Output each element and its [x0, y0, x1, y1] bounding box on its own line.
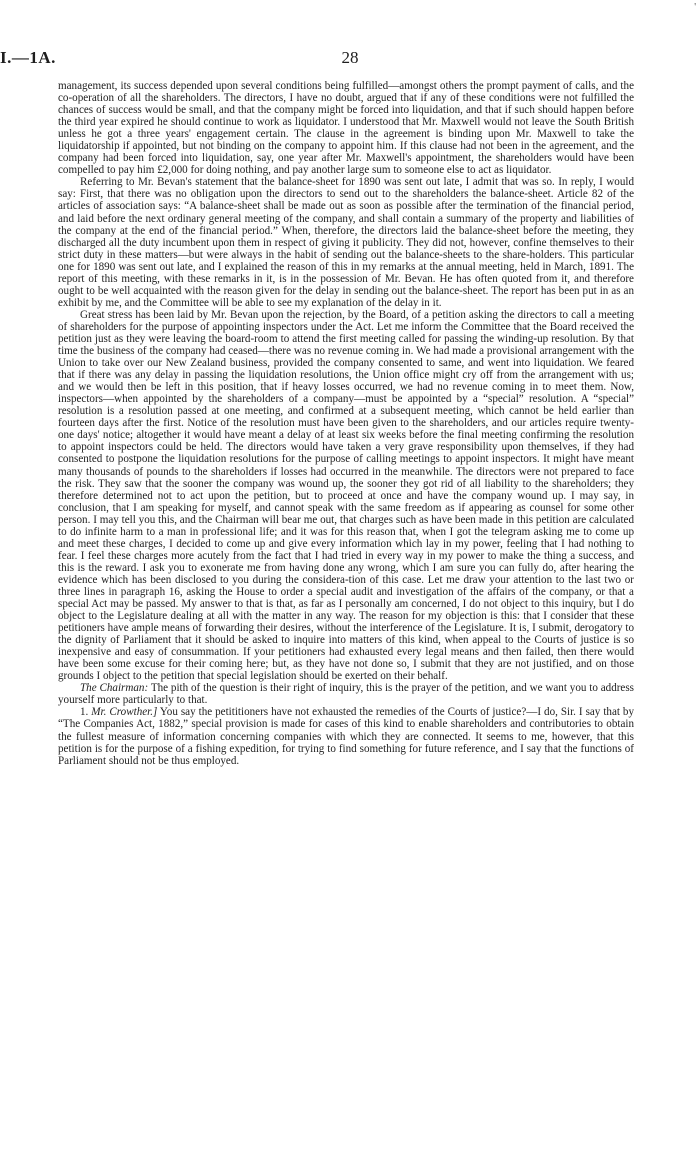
question-number: 1.	[80, 706, 89, 719]
corner-mark: '	[694, 2, 696, 13]
document-body	[58, 80, 634, 767]
paragraph-question-1	[58, 706, 634, 766]
paragraph-petition-rejection: Great stress has been laid by Mr. Bevan upon the rejection, by the Board, of a petition asking the directors to call a meeting of shareholders for the purpose of appointing inspectors under the Act. Let me inform the Committee that the Board received the petition just as they were leaving the board-room to attend the first meeting called for passing the winding-up resolution. By that time the business of the company had ceased—there was no revenue coming in. We had made a provisional arrangement with the Union to take over our New Zealand business, provided the company consented to same, and went into liquidation. We feared that if there was any delay in passing the liquidation resolutions, the Union office might cry off from the arrangement with us; and we would then be left in this position, that if heavy losses occurred, we had no revenue coming in to meet them. Now, inspectors—when appointed by the shareholders of a company—must be appointed by a “special” resolution. A “special” resolution is a resolution passed at one meeting, and confirmed at a subsequent meeting, which cannot be held earlier than fourteen days after the first. Notice of the resolution must have been given to the shareholders, and our articles require twenty-one days' notice; altogether it would have meant a delay of at least six weeks before the final meeting confirming the resolution to appoint inspectors could be held. The directors would have taken a very grave responsibility upon themselves, if they had consented to postpone the liquidation resolutions for the purpose of calling meetings to appoint inspectors. It might have meant many thousands of pounds to the shareholders if losses had occurred in the meanwhile. The directors were not prepared to face the risk. They saw that the sooner the company was wound up, the sooner they got rid of all liability to the shareholders; they therefore determined not to act upon the petition, but to proceed at once and have the company wound up. I may say, in conclusion, that I am speaking for myself, and cannot speak with the same freedom as if appearing as counsel for some other person. I may tell you this, and the Chairman will bear me out, that charges such as have been made in this petition are calculated to do infinite harm to a man in professional life; and it was for this reason that, when I got the telegram asking me to come up and meet these charges, I decided to come up and give every information which lay in my power, feeling that I had nothing to fear. I feel these charges more acutely from the fact that I had tried in every way in my power to make the thing a success, and this is the reward. I ask you to exonerate me from having done any wrong, which I am sure you can fully do, after hearing the evidence which has been disclosed to you during the considera-tion of this case. Let me draw your attention to the last two or three lines in paragraph 16, asking the House to order a special audit and investigation of the affairs of the company, or that a special Act may be passed. My answer to that is that, as far as I personally am concerned, I do not object to this inquiry, but I do object to the Legislature dealing at all with the matter in any way. The reason for my objection is this: that I consider that these petitioners have ample means of forwarding their desires, without the interference of the Legislature. It is, I submit, derogatory to the dignity of Parliament that it should be asked to inquire into matters of this kind, when appeal to the Courts of justice is so inexpensive and easy of consummation. If your petitioners had exhausted every legal means and then failed, then there would have been some excuse for their coming here; but, as they have not done so, I submit that they are not justified, and on those grounds I object to the petition that special legislation should be exerted on their behalf.	[58, 308, 634, 683]
chairman-remark: The pith of the question is their right of inquiry, this is the prayer of the petition, and we want you to address yourself more particularly to that.	[58, 682, 634, 707]
paragraph-chairman	[58, 682, 634, 706]
page-number: 28	[341, 48, 359, 67]
question-answer: You say the petititioners have not exhausted the remedies of the Courts of justice?—I do, Sir. I say that by “The Companies Act, 1882,” special provision is made for cases of this kind to enable shareholders and contributories to obtain the fullest measure of information concerning companies with which they are connected. It seems to me, however, that this petition is for the purpose of a fishing expedition, for trying to find something for future reference, and I say that the functions of Parliament should not be thus employed.	[58, 706, 635, 767]
speaker-chairman: The Chairman:	[80, 682, 149, 695]
paragraph-balance-sheet: Referring to Mr. Bevan's statement that the balance-sheet for 1890 was sent out late, I admit that was so. In reply, I would say: First, that there was no obligation upon the directors to send out to the shareholders the balance-sheet. Article 82 of the articles of association says: “A balance-sheet shall be made out as soon as possible after the termination of the financial period, and laid before the next ordinary general meeting of the company, and shall contain a summary of the property and liabilities of the company at the end of the financial period.” When, therefore, the directors laid the balance-sheet before the meeting, they discharged all the duty incumbent upon them in respect of giving it publicity. They did not, however, confine themselves to their strict duty in these matters—but were always in the habit of sending out the balance-sheets to the share-holders. This particular one for 1890 was sent out late, and I explained the reason of this in my remarks at the annual meeting, held in March, 1891. The report of this meeting, with these remarks in it, is in the possession of Mr. Bevan. He has often quoted from it, and therefore ought to be well acquainted with the reason given for the delay in sending out the balance-sheet. The report has been put in as an exhibit by me, and the Committee will be able to see my explanation of the delay in it.	[58, 176, 634, 309]
document-reference: I.—1A.	[0, 48, 56, 67]
speaker-crowther: Mr. Crowther.]	[91, 706, 158, 719]
paragraph-continuation: management, its success depended upon several conditions being fulfilled—amongst others the prompt payment of calls, and the co-operation of all the shareholders. The directors, I have no doubt, argued that if any of these conditions were not fulfilled the chances of success would be small, and that the company might be forced into liquidation, and that if such should happen before the third year expired he should continue to work as liquidator. I understood that Mr. Maxwell would not leave the South British unless he got a three years' engagement certain. The clause in the agreement is binding upon Mr. Maxwell to take the liquidatorship if appointed, but not binding on the company to appoint him. If this clause had not been in the agreement, and the company had been forced into liquidation, say, one year after Mr. Maxwell's appointment, the shareholders would have been compelled to pay him £2,000 for doing nothing, and pay another large sum to someone else to act as liquidator.	[58, 80, 634, 177]
